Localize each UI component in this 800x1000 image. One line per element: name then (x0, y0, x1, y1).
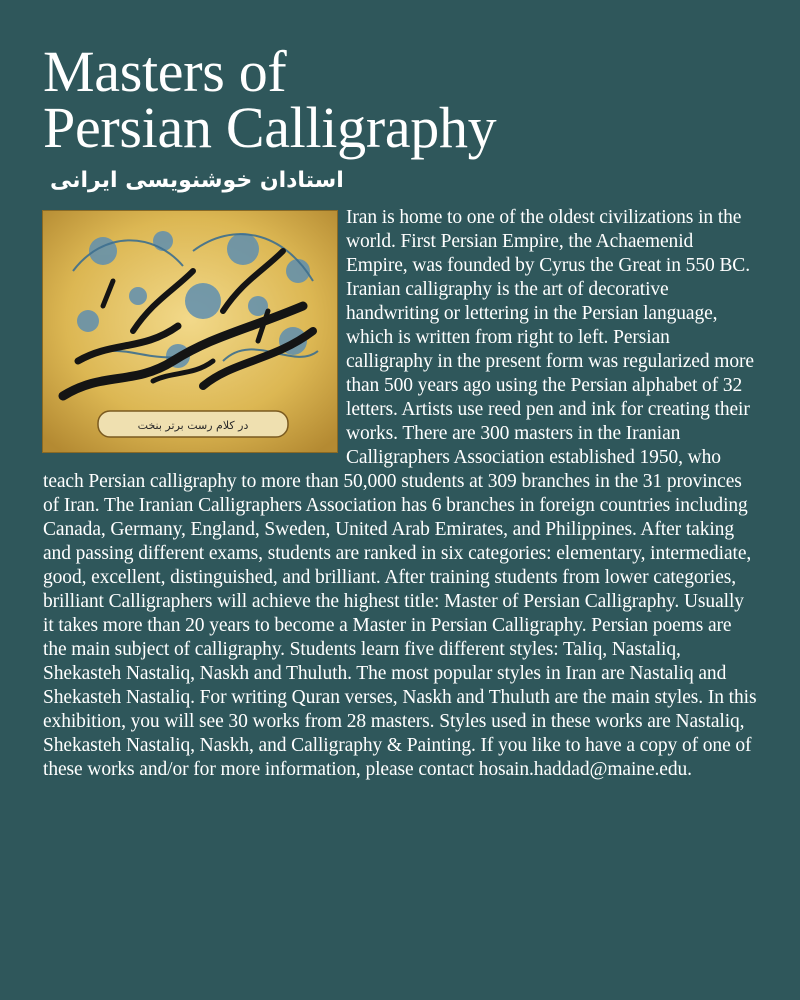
image-wrap-spacer (43, 206, 346, 448)
body-paragraph (43, 206, 759, 782)
artwork-inscription: در کلام رست برتر بنخت (137, 419, 249, 432)
page-title (43, 39, 743, 160)
title-line-2: Persian Calligraphy (43, 95, 497, 160)
title-line-1: Masters of (43, 39, 287, 104)
body-text: Iran is home to one of the oldest civilizations in the world. First Persian Empire, the Achaemenid Empire, was founded by Cyrus the Great in 550 BC. Iranian calligraphy is the art of decorative handwriting or lettering in the Persian language, which is written from right to left. Persian calligraphy in the present form was regularized more than 500 years ago using the Persian alphabet of 32 letters. Artists use reed pen and ink for creating their works. There are 300 masters in the Iranian Calligraphers Association established 1950, who teach Persian calligraphy to more than 50,000 students at 309 branches in the 31 provinces of Iran. The Iranian Calligraphers Association has 6 branches in foreign countries including Canada, Germany, England, Sweden, United Arab Emirates, and Philippines. After taking and passing different exams, students are ranked in six categories: elementary, intermediate, good, excellent, distinguished, and brilliant. After training students from lower categories, brilliant Calligraphers will achieve the highest title: Master of Persian Calligraphy. Usually it takes more than 20 years to become a Master in Persian Calligraphy. Persian poems are the main subject of calligraphy. Students learn five different styles: Taliq, Nastaliq, Shekasteh Nastaliq, Naskh and Thuluth. The most popular styles in Iran are Nastaliq and Shekasteh Nastaliq. For writing Quran verses, Naskh and Thuluth are the main styles. In this exhibition, you will see 30 works from 28 masters. Styles used in these works are Nastaliq, Shekasteh Nastaliq, Naskh, and Calligraphy & Painting. If you like to have a copy of one of these works and/or for more information, please contact hosain.haddad@maine.edu. (43, 207, 757, 780)
persian-subtitle: استادان خوشنویسی ایرانی (50, 168, 344, 193)
